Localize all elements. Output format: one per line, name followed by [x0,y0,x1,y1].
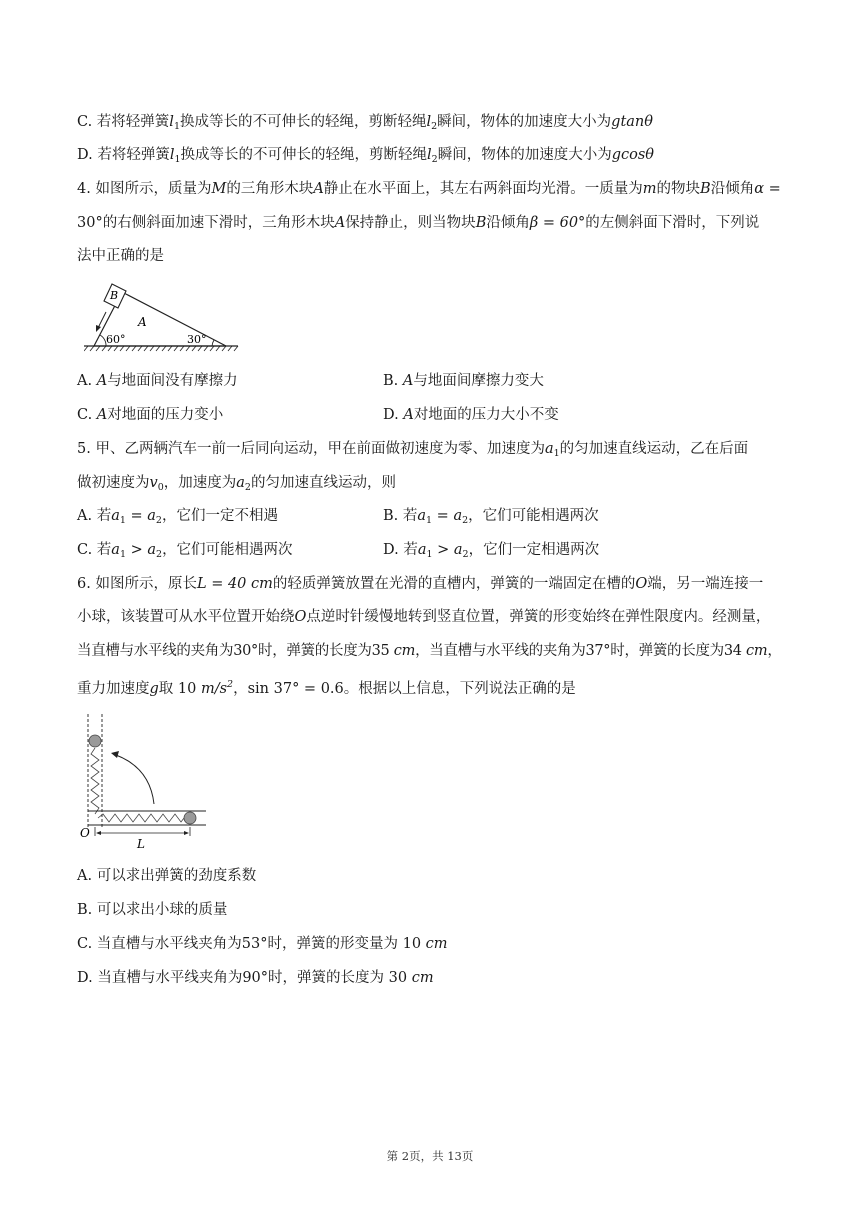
q4-stem-line2: 30°的右侧斜面加速下滑时，三角形木块A保持静止，则当物块B沿倾角β = 60°的左侧斜面下滑时，下列说 [77,215,760,231]
q4-label-a: A [138,315,147,329]
q5-option-b: B. 若$a_1 = a_2$，它们可能相遇两次 [383,508,599,526]
q4-stem-line3: 法中正确的是 [77,248,164,264]
q3-option-c: C. 若将轻弹簧$l_1$换成等长的不可伸长的轻绳，剪断轻绳$l_2$瞬间，物体的加速度大小为gtanθ [77,114,653,132]
q6-label-o: O [80,826,90,840]
q4-label-b: B [110,289,119,302]
q4-option-b: B. A与地面间摩擦力变大 [383,373,544,389]
q6-stem-line3: 当直槽与水平线的夹角为30°时，弹簧的长度为35 cm，当直槽与水平线的夹角为37°时，弹簧的长度为34 cm， [77,643,782,659]
q6-stem-line4: 重力加速度g取 10 $m/s^2$，sin 37° = 0.6。根据以上信息，下列说法正确的是 [77,679,576,697]
q6-spring-figure [78,710,218,852]
q6-option-a: A. 可以求出弹簧的劲度系数 [77,868,257,884]
q4-angle-left: 60° [106,333,126,346]
q6-option-b: B. 可以求出小球的质量 [77,902,228,918]
q4-incline-figure [84,280,244,354]
q5-option-c: C. 若$a_1 > a_2$，它们可能相遇两次 [77,542,293,560]
q6-label-l: L [137,837,145,851]
q4-stem-line1: 4. 如图所示，质量为M的三角形木块A静止在水平面上，其左右两斜面均光滑。一质量为m的物块B沿倾角α = [77,181,781,197]
q4-option-d: D. A对地面的压力大小不变 [383,407,559,423]
q4-option-a: A. A与地面间没有摩擦力 [77,373,238,389]
page-footer: 第 2页，共 13页 [386,1149,474,1163]
q6-option-c: C. 当直槽与水平线夹角为53°时，弹簧的形变量为 10 cm [77,936,448,952]
q6-option-d: D. 当直槽与水平线夹角为90°时，弹簧的长度为 30 cm [77,970,434,986]
q5-stem-line1: 5. 甲、乙两辆汽车一前一后同向运动，甲在前面做初速度为零、加速度为$a_1$的匀加速直线运动，乙在后面 [77,441,749,459]
q5-option-a: A. 若$a_1 = a_2$，它们一定不相遇 [77,508,278,526]
q3-option-d: D. 若将轻弹簧$l_1$换成等长的不可伸长的轻绳，剪断轻绳$l_2$瞬间，物体的加速度大小为gcosθ [77,147,655,165]
q5-stem-line2: 做初速度为$v_0$，加速度为$a_2$的匀加速直线运动，则 [77,475,396,493]
q4-option-c: C. A对地面的压力变小 [77,407,224,423]
q6-stem-line1: 6. 如图所示，原长L = 40 cm的轻质弹簧放置在光滑的直槽内，弹簧的一端固定在槽的O端，另一端连接一 [77,576,764,592]
q6-stem-line2: 小球，该装置可从水平位置开始绕O点逆时针缓慢地转到竖直位置，弹簧的形变始终在弹性限度内。经测量， [77,609,771,625]
q5-option-d: D. 若$a_1 > a_2$，它们一定相遇两次 [383,542,600,560]
q4-angle-right: 30° [187,333,207,346]
